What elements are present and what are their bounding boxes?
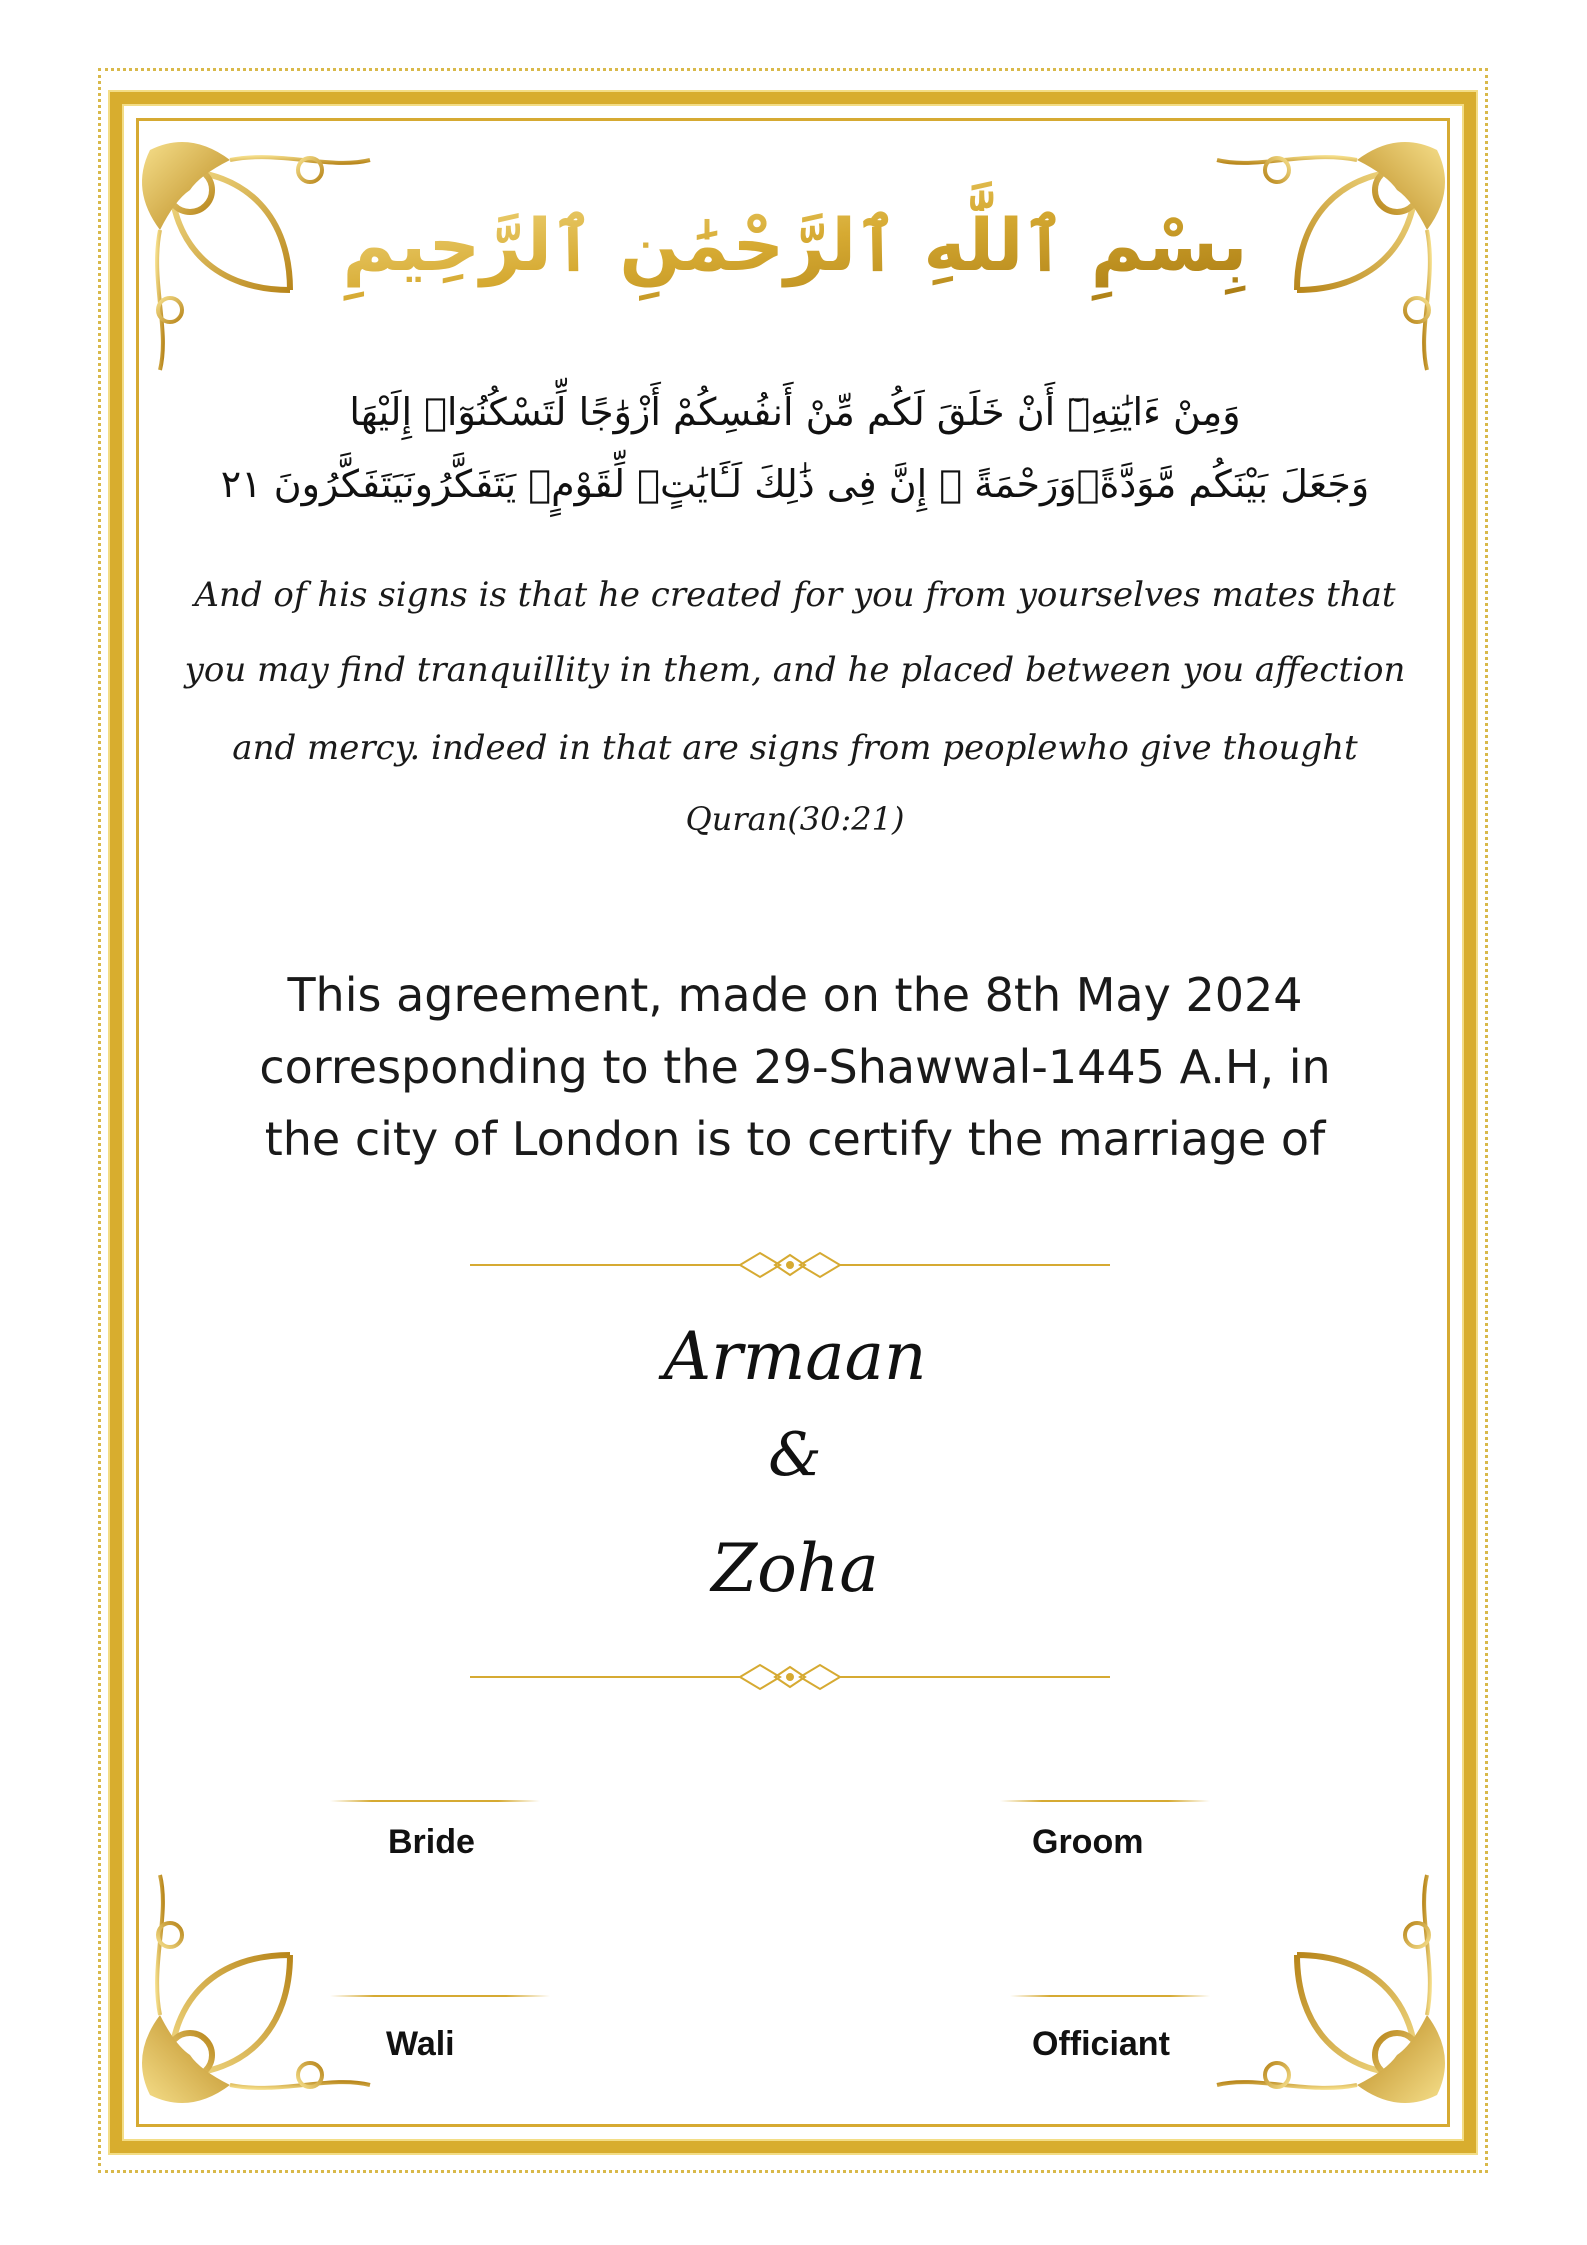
top-ornamental-divider bbox=[470, 1245, 1110, 1285]
officiant-signature-label: Officiant bbox=[1032, 2025, 1170, 2063]
bottom-ornamental-divider bbox=[470, 1657, 1110, 1697]
bismillah-calligraphy bbox=[342, 150, 1248, 340]
wali-signature-line bbox=[330, 1995, 550, 1997]
bottom-right-ornament-icon bbox=[1197, 1855, 1457, 2115]
verse-arabic-line-2: وَجَعَلَ بَيْنَكُم مَّوَدَّةًۭوَرَحْمَةً ۚ إِنَّ فِى ذَٰلِكَ لَـَٔايَٰتٍۢ لِّقَوْمٍۢ يَتَفَكَّرُونَيَتَفَكَّرُونَ ٢١ bbox=[220, 462, 1370, 506]
groom-name: Armaan bbox=[663, 1318, 927, 1395]
verse-translation-line-3: and mercy. indeed in that are signs from peoplewho give thought bbox=[232, 728, 1358, 768]
agreement-line-1: This agreement, made on the 8th May 2024 bbox=[287, 968, 1303, 1022]
verse-translation-line-2: you may find tranquillity in them, and he placed between you affection bbox=[184, 650, 1406, 690]
verse-arabic-line-1: وَمِنْ ءَايَٰتِهِۦٓ أَنْ خَلَقَ لَكُم مِّنْ أَنفُسِكُمْ أَزْوَٰجًا لِّتَسْكُنُوٓا۟ إِلَيْهَا bbox=[349, 390, 1241, 434]
bride-name: Zoha bbox=[711, 1530, 879, 1607]
bride-signature-label: Bride bbox=[388, 1823, 475, 1861]
bismillah-text: بِسْمِ ٱللَّٰهِ ٱلرَّحْمَٰنِ ٱلرَّحِيمِ bbox=[342, 203, 1248, 287]
verse-translation-line-1: And of his signs is that he created for you from yourselves mates that bbox=[194, 575, 1396, 615]
groom-signature-line bbox=[1000, 1800, 1210, 1802]
groom-signature-label: Groom bbox=[1032, 1823, 1144, 1861]
agreement-line-3: the city of London is to certify the marriage of bbox=[264, 1112, 1326, 1166]
verse-reference: Quran(30:21) bbox=[685, 800, 905, 838]
agreement-line-2: corresponding to the 29-Shawwal-1445 A.H, in bbox=[259, 1040, 1331, 1094]
bottom-left-ornament-icon bbox=[130, 1855, 390, 2115]
wali-signature-label: Wali bbox=[386, 2025, 455, 2063]
bride-signature-line bbox=[330, 1800, 540, 1802]
ampersand: & bbox=[768, 1420, 822, 1490]
officiant-signature-line bbox=[1010, 1995, 1210, 1997]
